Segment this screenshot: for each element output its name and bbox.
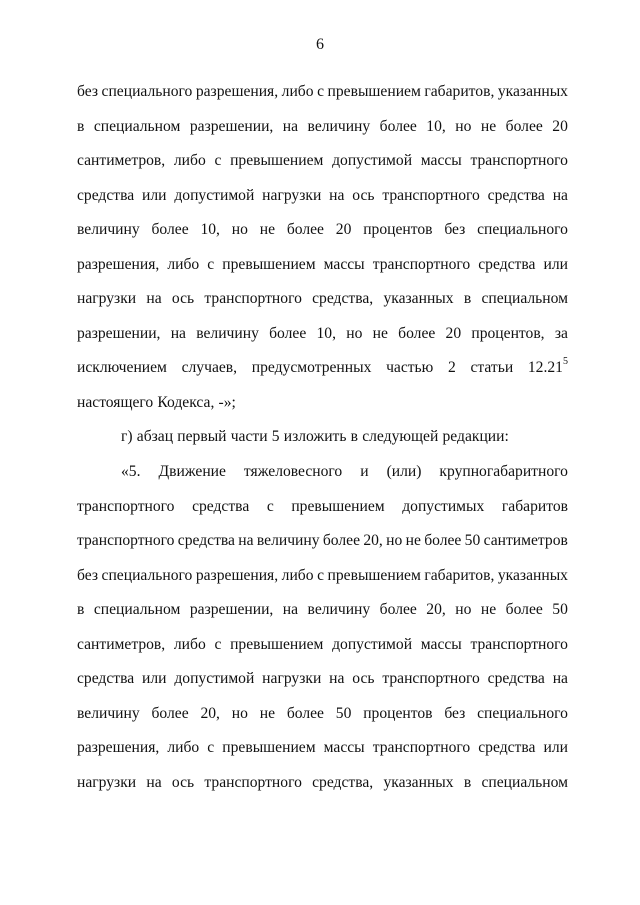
text-line	[77, 772, 568, 807]
word: случаев,	[181, 359, 238, 377]
word: в	[77, 601, 85, 619]
word: 2	[448, 359, 456, 377]
word: первый	[177, 428, 227, 446]
word: сантиметров,	[77, 152, 166, 170]
word: с	[317, 566, 324, 584]
word: или	[543, 255, 568, 273]
word: -»;	[218, 393, 236, 411]
word: превышением	[222, 255, 316, 273]
word: более	[379, 117, 417, 135]
word: но	[455, 117, 472, 135]
word: и	[360, 463, 369, 481]
word: без	[77, 83, 98, 100]
word: либо	[173, 152, 206, 170]
word: разрешения,	[77, 255, 160, 273]
word: более	[269, 324, 307, 342]
word: но	[386, 532, 403, 550]
word: на	[146, 773, 162, 791]
word: ось	[352, 670, 375, 688]
word: средства,	[312, 773, 374, 791]
word: средства	[77, 186, 135, 204]
word: процентов	[363, 704, 433, 722]
word: более	[505, 601, 543, 619]
word: (или)	[386, 463, 422, 481]
word: величину	[256, 532, 320, 550]
text-line	[77, 634, 568, 669]
word: допустимой	[332, 635, 413, 653]
word: специальном	[93, 601, 181, 619]
word: не	[405, 532, 421, 550]
word: средства,	[312, 290, 374, 308]
text-line	[77, 185, 568, 220]
word: 10,	[316, 324, 336, 342]
word: в	[350, 428, 359, 446]
text-line	[77, 703, 568, 738]
word: габаритов	[501, 497, 568, 515]
word: специального	[477, 704, 568, 722]
word: специального	[101, 83, 193, 100]
word: средства	[478, 739, 536, 757]
word: ось	[171, 290, 195, 308]
word: средства	[177, 532, 235, 550]
word: массы	[420, 635, 462, 653]
word: с	[214, 152, 222, 170]
word: 20	[445, 324, 462, 342]
word: не	[480, 117, 497, 135]
text-line	[77, 426, 568, 461]
word: но	[346, 324, 363, 342]
word: массы	[323, 255, 365, 273]
body-text	[77, 81, 568, 806]
word: либо	[167, 255, 200, 273]
word: разрешении,	[189, 601, 274, 619]
word: превышением	[230, 152, 324, 170]
word: 20,	[363, 532, 383, 550]
word: на	[552, 186, 568, 204]
word: допустимой	[174, 186, 255, 204]
word: 20	[335, 221, 352, 239]
text-line	[77, 668, 568, 703]
word: на	[238, 532, 254, 550]
word: процентов,	[471, 324, 545, 342]
word: транспортного	[77, 497, 175, 515]
word: 20	[552, 117, 568, 135]
word: не	[372, 324, 388, 342]
word: либо	[173, 635, 206, 653]
word: транспортного	[77, 532, 175, 550]
word: транспортного	[382, 186, 480, 204]
word: допустимых	[402, 497, 485, 515]
word: более	[286, 704, 324, 722]
word: не	[259, 221, 275, 239]
word: г)	[121, 428, 133, 446]
word: 12.21$^5$	[527, 356, 568, 377]
word: с	[317, 83, 324, 100]
word: предусмотренных	[251, 359, 372, 377]
word: на	[146, 290, 162, 308]
word: средства	[192, 497, 250, 515]
word: или	[142, 670, 167, 688]
word: 50	[552, 601, 568, 619]
word: крупногабаритного	[439, 463, 568, 481]
text-line	[77, 254, 568, 289]
word: Кодекса,	[157, 393, 215, 411]
word: с	[207, 739, 215, 757]
text-line	[77, 530, 568, 565]
word: более	[398, 324, 436, 342]
word: транспортного	[204, 290, 302, 308]
text-line	[77, 357, 568, 392]
word: «5.	[121, 463, 141, 481]
word: нагрузки	[262, 186, 322, 204]
word: в	[463, 773, 472, 791]
word: специальном	[93, 117, 181, 135]
text-line	[77, 81, 568, 116]
word: указанных	[497, 83, 568, 100]
word: транспортного	[382, 670, 480, 688]
word: 50	[335, 704, 352, 722]
word: разрешения,	[77, 739, 160, 757]
word: габаритов,	[424, 83, 495, 100]
word: Движение	[158, 463, 226, 481]
word: средства	[478, 255, 536, 273]
word: транспортного	[372, 739, 471, 757]
text-line	[77, 219, 568, 254]
word: величину	[196, 324, 259, 342]
word: величину	[77, 704, 140, 722]
word: на	[552, 670, 568, 688]
word: превышением	[327, 566, 421, 584]
word: 20,	[200, 704, 220, 722]
word: более	[286, 221, 324, 239]
word: величину	[77, 221, 140, 239]
text-line	[77, 150, 568, 185]
word: абзац	[136, 428, 174, 446]
superscript: 5	[562, 356, 568, 368]
word: специального	[101, 566, 193, 584]
word: величину	[307, 601, 371, 619]
word: 10,	[426, 117, 446, 135]
word: следующей	[362, 428, 439, 446]
text-line	[77, 737, 568, 772]
text-line	[77, 599, 568, 634]
word: ось	[352, 186, 375, 204]
word: или	[543, 739, 568, 757]
word: более	[424, 532, 462, 550]
word: за	[554, 324, 568, 342]
word: специального	[477, 221, 568, 239]
word: разрешения,	[195, 83, 279, 100]
word: на	[329, 670, 345, 688]
text-line	[77, 496, 568, 531]
word: величину	[307, 117, 371, 135]
word: средства	[77, 670, 135, 688]
word: указанных	[383, 290, 454, 308]
word: превышением	[291, 497, 385, 515]
page-number: 6	[316, 36, 324, 53]
word: либо	[167, 739, 200, 757]
word: нагрузки	[77, 773, 137, 791]
word: нагрузки	[77, 290, 137, 308]
word: разрешении,	[77, 324, 161, 342]
word: без	[444, 221, 466, 239]
word: в	[77, 117, 85, 135]
word: нагрузки	[262, 670, 322, 688]
word: части	[230, 428, 268, 446]
word: с	[207, 255, 215, 273]
word: тяжеловесного	[243, 463, 343, 481]
word: без	[77, 566, 98, 584]
word: частью	[386, 359, 434, 377]
word: специальном	[481, 290, 568, 308]
word: специальном	[481, 773, 568, 791]
word: 50	[464, 532, 481, 550]
word: разрешения,	[195, 566, 279, 584]
word: 20,	[426, 601, 446, 619]
word: 10,	[200, 221, 220, 239]
word: не	[259, 704, 275, 722]
word: превышением	[230, 635, 324, 653]
text-line	[77, 461, 568, 496]
word: на	[282, 117, 299, 135]
word: на	[170, 324, 186, 342]
word: сантиметров,	[77, 635, 166, 653]
word: исключением	[77, 359, 167, 377]
text-line	[77, 323, 568, 358]
word: более	[505, 117, 543, 135]
word: на	[329, 186, 345, 204]
text-line	[77, 288, 568, 323]
word: транспортного	[470, 152, 568, 170]
word: без	[444, 704, 466, 722]
word: с	[214, 635, 222, 653]
word: указанных	[497, 566, 568, 584]
text-line	[77, 116, 568, 151]
text-line	[77, 392, 568, 427]
word: редакции:	[442, 428, 509, 446]
word: более	[322, 532, 361, 550]
word: средства	[487, 186, 545, 204]
word: массы	[323, 739, 365, 757]
word: превышением	[222, 739, 316, 757]
word: допустимой	[332, 152, 413, 170]
word: более	[151, 704, 189, 722]
word: средства	[487, 670, 545, 688]
word: массы	[420, 152, 462, 170]
word: транспортного	[204, 773, 302, 791]
text-line	[77, 565, 568, 600]
word: транспортного	[470, 635, 568, 653]
word: либо	[281, 83, 314, 100]
word: разрешении,	[189, 117, 274, 135]
word: процентов	[363, 221, 433, 239]
word: указанных	[383, 773, 454, 791]
word: допустимой	[174, 670, 255, 688]
word: транспортного	[372, 255, 471, 273]
word: либо	[281, 566, 314, 584]
word: превышением	[327, 83, 421, 100]
word: статьи	[470, 359, 514, 377]
word: настоящего	[77, 393, 154, 411]
word: габаритов,	[424, 566, 495, 584]
word: более	[151, 221, 189, 239]
word: не	[480, 601, 497, 619]
word: на	[282, 601, 299, 619]
word: но	[231, 704, 248, 722]
word: но	[231, 221, 248, 239]
word: изложить	[283, 428, 347, 446]
word: в	[463, 290, 472, 308]
word: 5	[271, 428, 280, 446]
word: или	[142, 186, 167, 204]
word: но	[455, 601, 472, 619]
word: ось	[171, 773, 195, 791]
word: более	[379, 601, 417, 619]
word: сантиметров	[483, 532, 568, 550]
word: с	[266, 497, 274, 515]
